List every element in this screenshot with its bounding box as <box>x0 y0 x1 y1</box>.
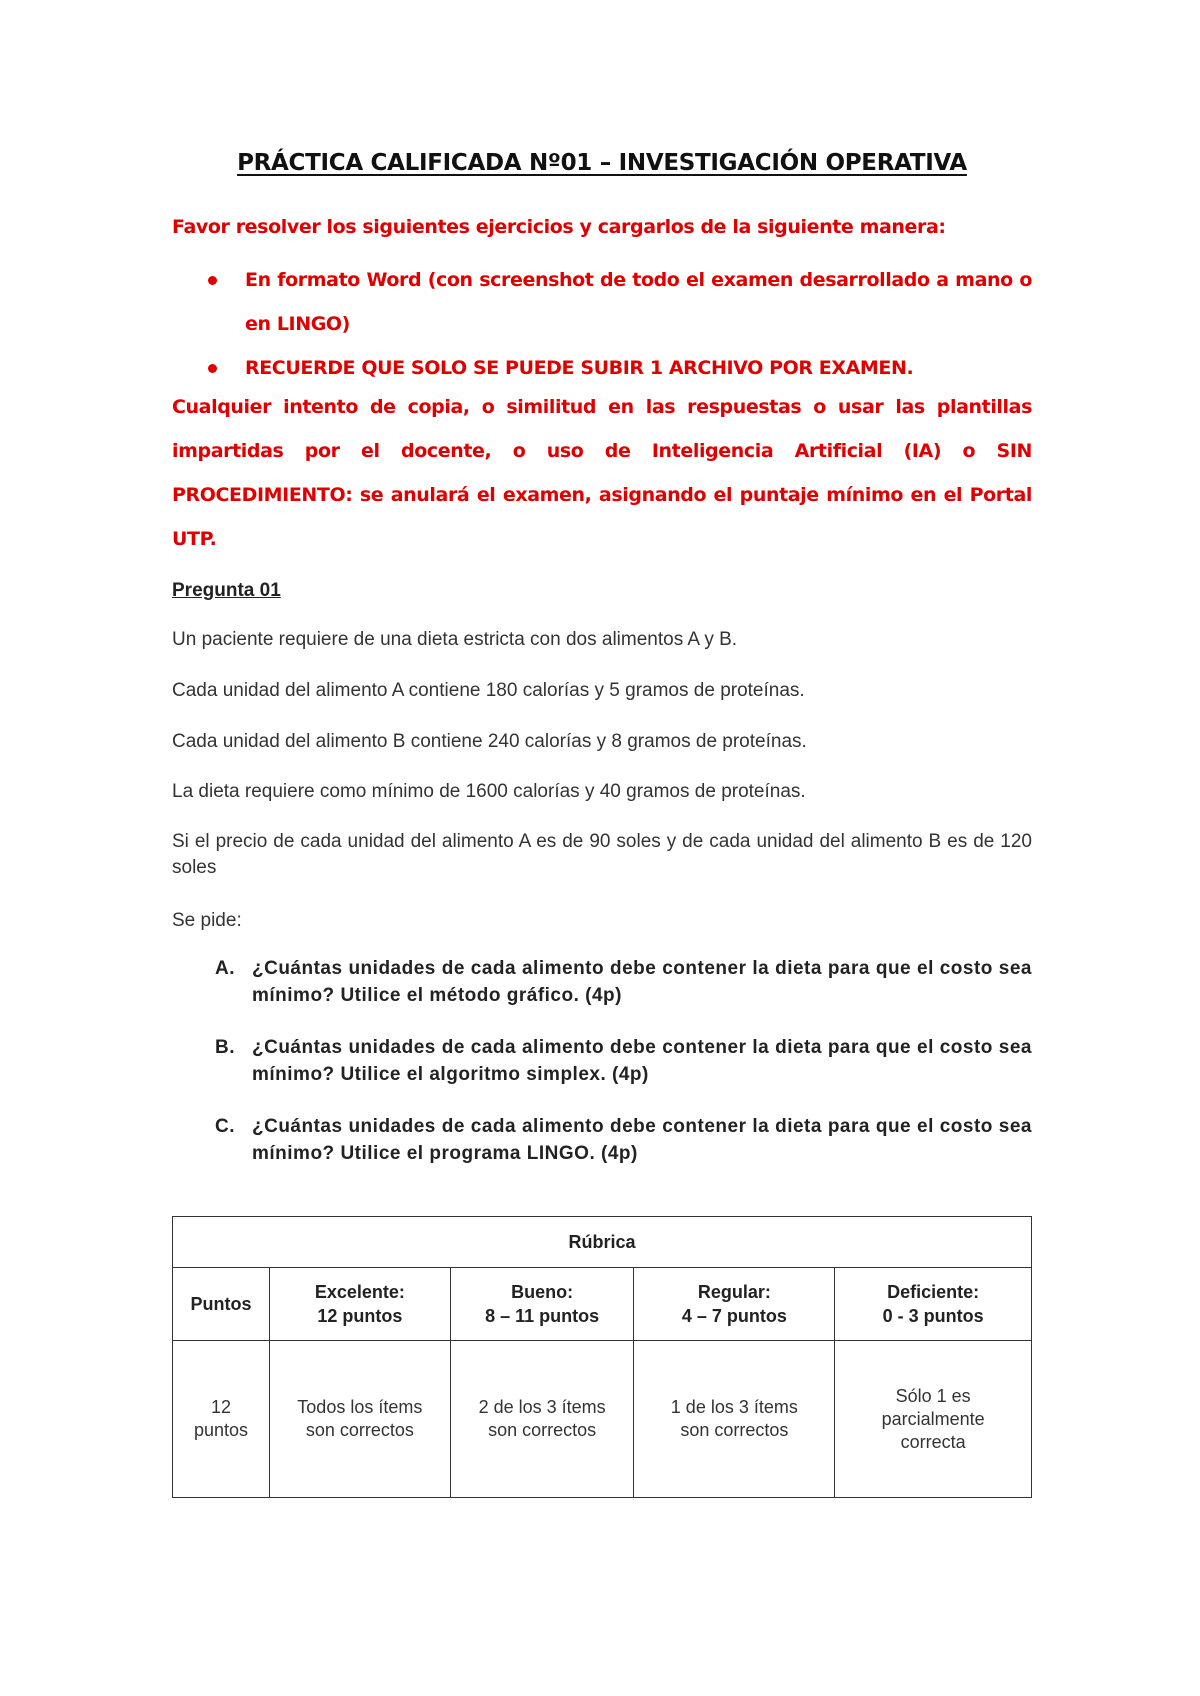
instructions-intro: Favor resolver los siguientes ejercicios y cargarlos de la siguiente manera: <box>172 216 946 238</box>
rubric-cell: Sólo 1 es parcialmente correcta <box>835 1341 1032 1498</box>
question-item <box>172 955 1032 1009</box>
question-items <box>172 955 1032 1192</box>
document-title: PRÁCTICA CALIFICADA Nº01 – INVESTIGACIÓN OPERATIVA <box>237 150 967 176</box>
rubric-header-cell: Excelente: 12 puntos <box>269 1268 450 1341</box>
question-paragraph: La dieta requiere como mínimo de 1600 calorías y 40 gramos de proteínas. <box>172 781 806 802</box>
rubric-header-row <box>173 1268 1032 1341</box>
rubric-data-row <box>173 1341 1032 1498</box>
rubric-cell: 2 de los 3 ítems son correctos <box>450 1341 634 1498</box>
rubric-header-cell: Deficiente: 0 - 3 puntos <box>835 1268 1032 1341</box>
question-paragraph: Un paciente requiere de una dieta estricta con dos alimentos A y B. <box>172 629 738 650</box>
instruction-item <box>172 346 1032 390</box>
item-letter: B. <box>215 1037 235 1058</box>
instructions-list <box>172 258 1032 390</box>
instruction-text: RECUERDE QUE SOLO SE PUEDE SUBIR 1 ARCHIVO POR EXAMEN. <box>245 357 914 379</box>
warning-text: Cualquier intento de copia, o similitud en las respuestas o usar las plantillas impartidas por el docente, o uso de Inteligencia Artificial (IA) o SIN PROCEDIMIENTO: se anulará el examen, asignando el puntaje mínimo en el Portal UTP. <box>172 396 1032 550</box>
item-letter: A. <box>215 958 235 979</box>
rubric-header-cell: Bueno: 8 – 11 puntos <box>450 1268 634 1341</box>
rubric-header-cell: Puntos <box>173 1268 270 1341</box>
question-paragraph: Cada unidad del alimento A contiene 180 calorías y 5 gramos de proteínas. <box>172 680 805 701</box>
rubric-title-row <box>173 1217 1032 1268</box>
item-text: ¿Cuántas unidades de cada alimento debe contener la dieta para que el costo sea mínimo? Utilice el programa LINGO. (4p) <box>252 1116 1032 1164</box>
rubric-cell: Todos los ítems son correctos <box>269 1341 450 1498</box>
bullet-icon <box>208 276 217 285</box>
item-letter: C. <box>215 1116 235 1137</box>
item-text: ¿Cuántas unidades de cada alimento debe contener la dieta para que el costo sea mínimo? Utilice el algoritmo simplex. (4p) <box>252 1037 1032 1085</box>
question-paragraph: Si el precio de cada unidad del alimento A es de 90 soles y de cada unidad del alimento B es de 120 soles <box>172 831 1032 878</box>
instruction-item <box>172 258 1032 346</box>
bullet-icon <box>208 364 217 373</box>
rubric-header-cell: Regular: 4 – 7 puntos <box>634 1268 835 1341</box>
question-item <box>172 1113 1032 1167</box>
rubric-cell: 1 de los 3 ítems son correctos <box>634 1341 835 1498</box>
question-paragraph: Cada unidad del alimento B contiene 240 calorías y 8 gramos de proteínas. <box>172 731 807 752</box>
item-text: ¿Cuántas unidades de cada alimento debe contener la dieta para que el costo sea mínimo? Utilice el método gráfico. (4p) <box>252 958 1032 1006</box>
question-paragraph: Se pide: <box>172 910 242 931</box>
question-title: Pregunta 01 <box>172 580 281 601</box>
instruction-text: En formato Word (con screenshot de todo el examen desarrollado a mano o en LINGO) <box>245 269 1032 335</box>
question-item <box>172 1034 1032 1088</box>
rubric-cell: 12 puntos <box>173 1341 270 1498</box>
rubric-title: Rúbrica <box>173 1217 1032 1268</box>
rubric-table <box>172 1216 1032 1498</box>
